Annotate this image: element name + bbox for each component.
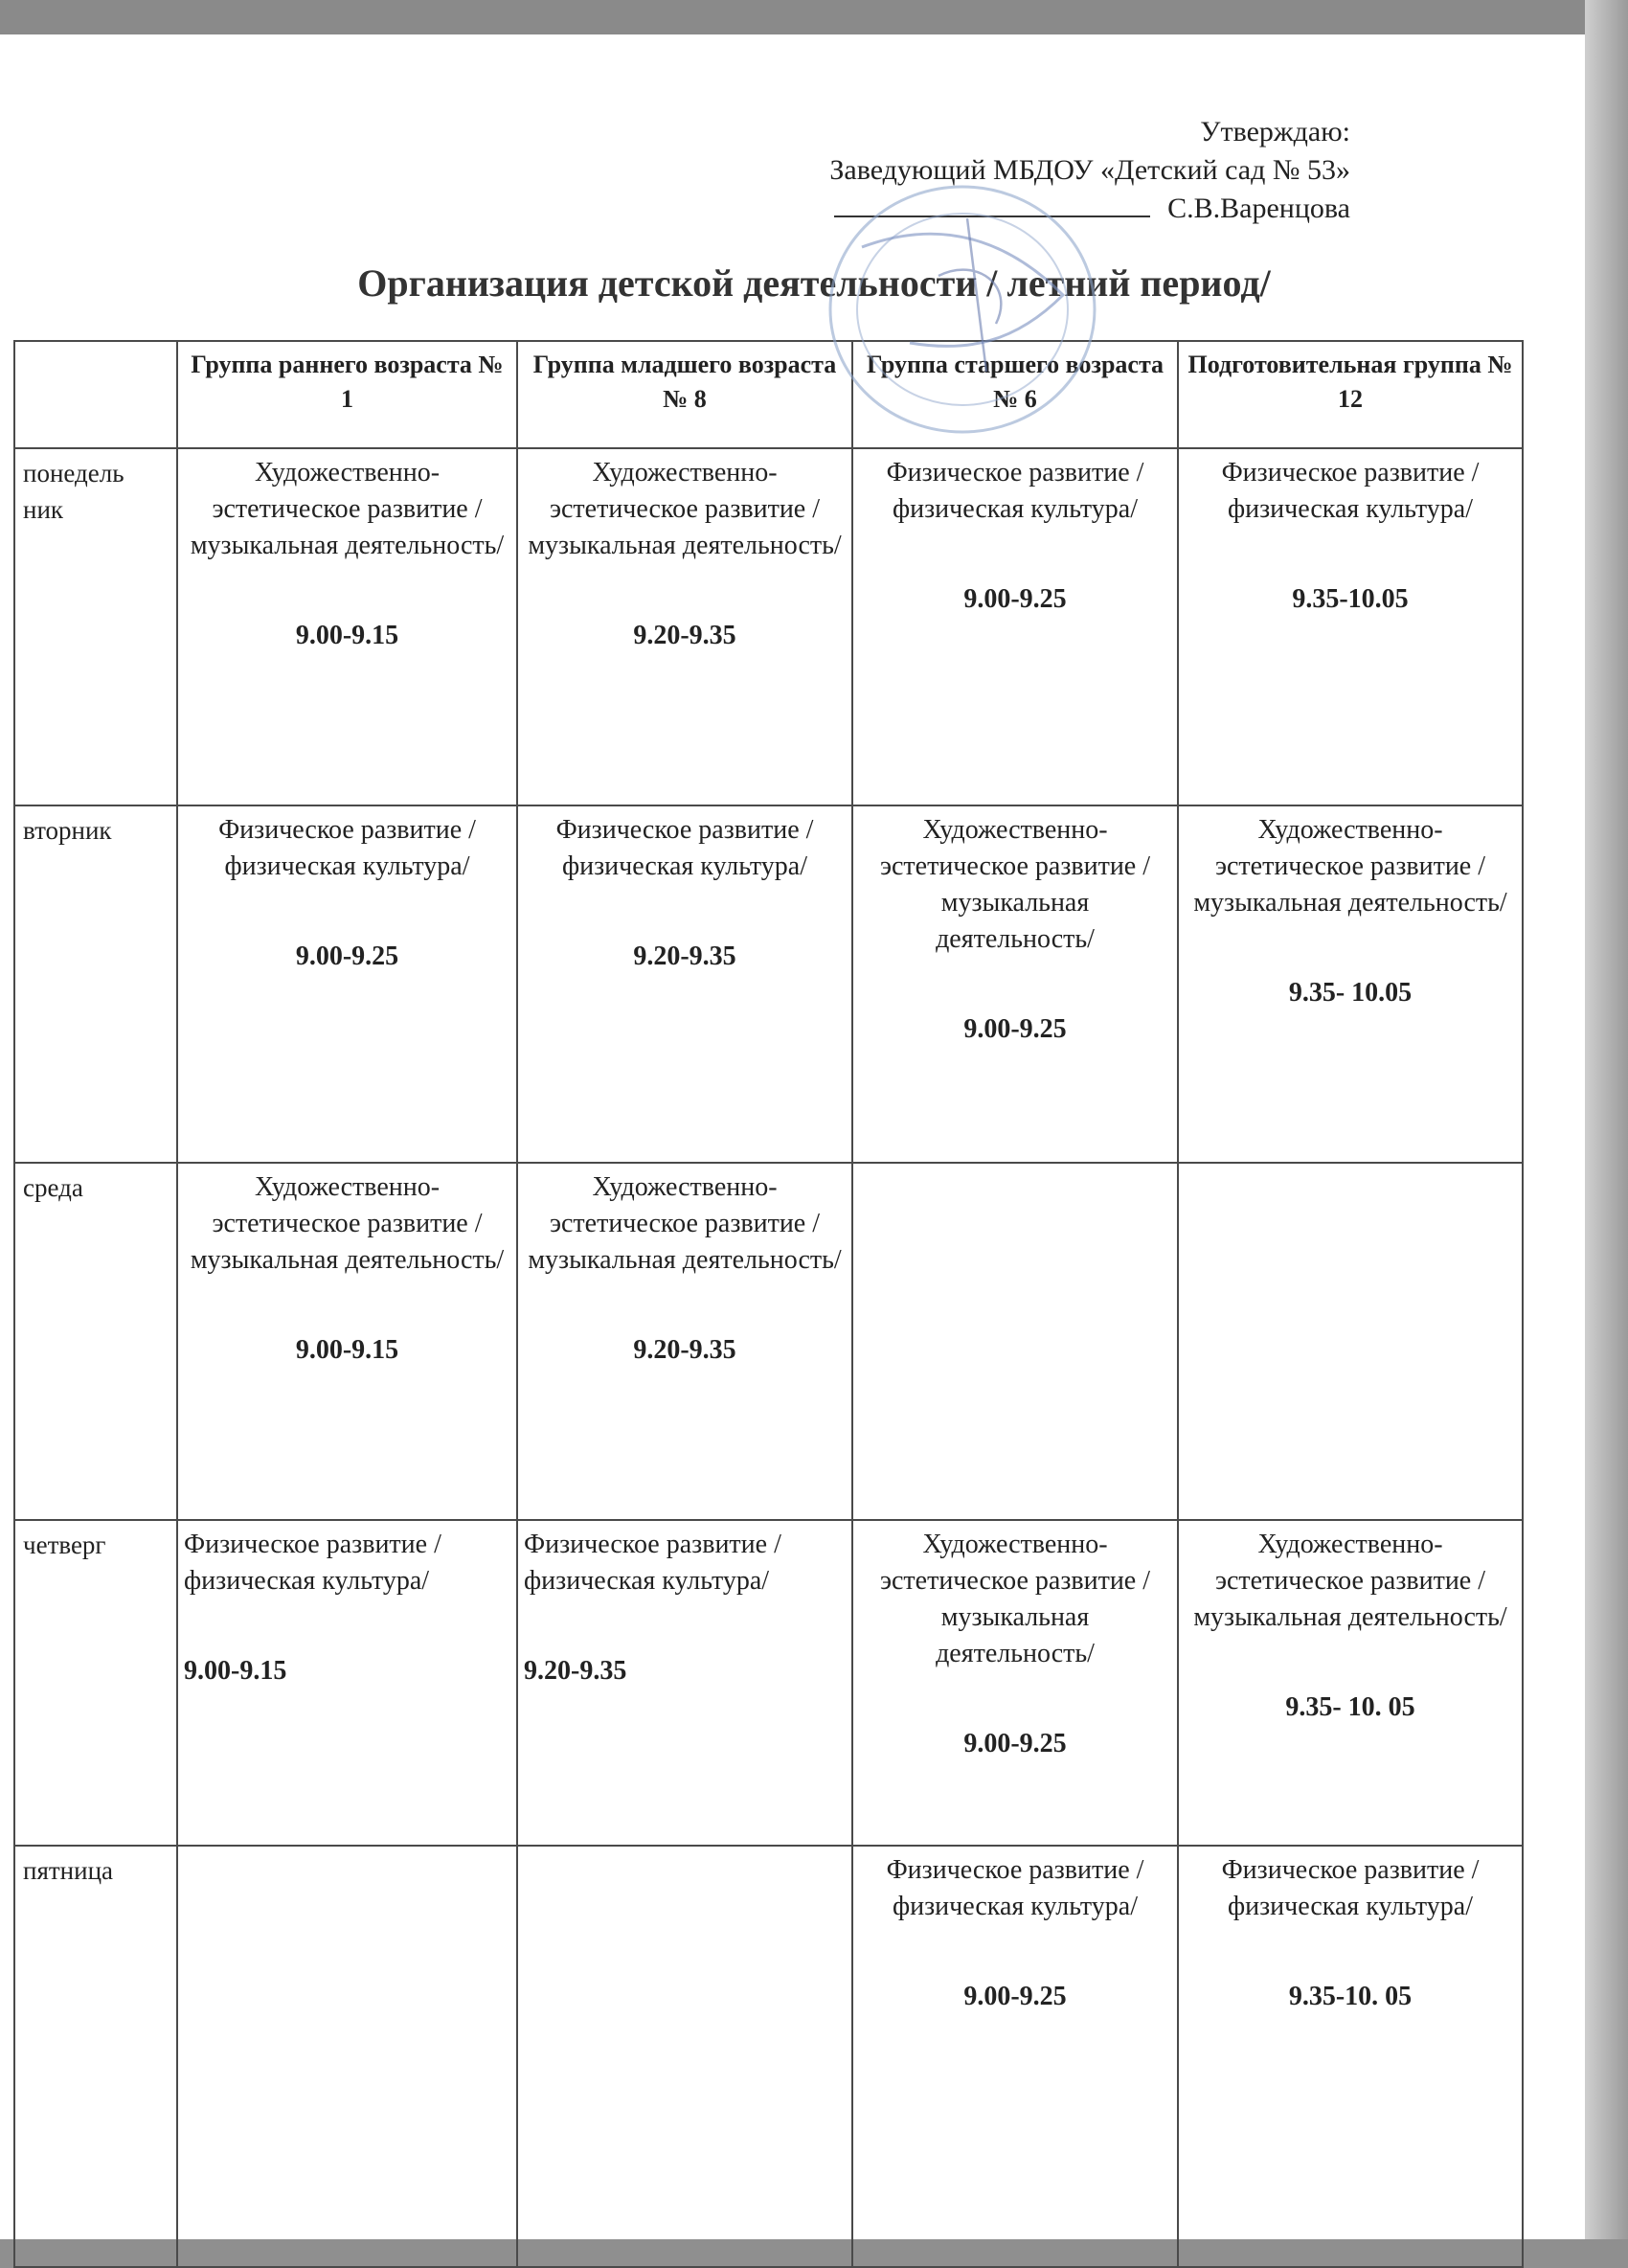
header-group-6: Группа старшего возраста № 6 [852,341,1178,448]
activity-cell [1178,1846,1523,2267]
header-group-1: Группа раннего возраста № 1 [177,341,517,448]
activity-time: 9.20-9.35 [633,621,736,650]
header-group-8: Группа младшего возраста № 8 [517,341,852,448]
activity-time: 9.00-9.25 [963,1729,1067,1758]
activity-cell [517,1846,852,2267]
header-group-12: Подготовительная группа № 12 [1178,341,1523,448]
schedule-table [13,340,1524,2268]
schedule-row [14,448,1523,805]
activity-cell [177,1520,517,1846]
activity-text: Художественно-эстетическое развитие /музыкальная деятельность/ [528,458,842,560]
activity-time: 9.00-9.15 [184,1656,287,1686]
activity-text: Художественно-эстетическое развитие /музыкальная деятельность/ [1193,815,1507,918]
day-cell: понедель ник [14,448,177,805]
approval-block [829,113,1350,228]
activity-cell [852,805,1178,1163]
activity-text: Художественно-эстетическое развитие /музыкальная деятельность/ [190,458,505,560]
day-cell: пятница [14,1846,177,2267]
scan-border-top [0,0,1628,34]
signature-line [834,191,1150,217]
activity-cell [517,805,852,1163]
header-corner [14,341,177,448]
activity-cell [1178,805,1523,1163]
activity-cell [177,805,517,1163]
schedule-row [14,805,1523,1163]
activity-time: 9.35- 10.05 [1288,978,1413,1008]
activity-time: 9.35-10.05 [1292,584,1409,614]
activity-time: 9.00-9.15 [295,1335,399,1365]
activity-cell [852,1163,1178,1520]
activity-time: 9.35- 10. 05 [1285,1692,1415,1722]
activity-cell [1178,1163,1523,1520]
activity-cell [852,1520,1178,1846]
schedule-row [14,1520,1523,1846]
schedule-row [14,1163,1523,1520]
activity-text: Художественно-эстетическое развитие /музыкальная деятельность/ [1193,1530,1507,1632]
day-cell: четверг [14,1520,177,1846]
header-row [14,341,1523,448]
activity-text: Физическое развитие /физическая культура/ [886,1855,1144,1921]
activity-cell [177,1163,517,1520]
activity-text: Физическое развитие /физическая культура/ [524,1530,781,1596]
activity-cell [517,1520,852,1846]
approval-signature-row [829,190,1350,228]
day-cell: вторник [14,805,177,1163]
activity-time: 9.20-9.35 [524,1656,627,1686]
activity-time: 9.20-9.35 [633,941,736,971]
page-title: Организация детской деятельности / летний период/ [357,261,1271,305]
activity-time: 9.20-9.35 [633,1335,736,1365]
activity-time: 9.00-9.25 [963,1014,1067,1044]
approval-heading: Утверждаю: [1200,116,1350,147]
activity-text: Художественно-эстетическое развитие /музыкальная деятельность/ [190,1172,505,1275]
activity-time: 9.00-9.15 [295,621,399,650]
activity-cell [852,448,1178,805]
schedule-row [14,1846,1523,2267]
activity-text: Художественно-эстетическое развитие /музыкальная деятельность/ [879,1530,1151,1668]
activity-text: Художественно-эстетическое развитие /музыкальная деятельность/ [528,1172,842,1275]
activity-cell [517,1163,852,1520]
activity-text: Физическое развитие /физическая культура/ [555,815,814,881]
activity-text: Физическое развитие /физическая культура/ [886,458,1144,524]
activity-cell [852,1846,1178,2267]
activity-text: Физическое развитие /физическая культура/ [1221,1855,1480,1921]
approval-position: Заведующий МБДОУ «Детский сад № 53» [829,154,1350,186]
activity-text: Физическое развитие /физическая культура/ [184,1530,441,1596]
day-cell: среда [14,1163,177,1520]
activity-cell [177,1846,517,2267]
activity-time: 9.00-9.25 [295,941,399,971]
activity-text: Физическое развитие /физическая культура/ [218,815,476,881]
activity-cell [1178,448,1523,805]
activity-time: 9.00-9.25 [963,584,1067,614]
activity-cell [177,448,517,805]
activity-cell [517,448,852,805]
activity-text: Физическое развитие /физическая культура/ [1221,458,1480,524]
activity-text: Художественно-эстетическое развитие /музыкальная деятельность/ [879,815,1151,954]
approval-name: С.В.Варенцова [1167,193,1350,224]
scan-border-right [1585,0,1628,2239]
activity-cell [1178,1520,1523,1846]
activity-time: 9.00-9.25 [963,1982,1067,2011]
activity-time: 9.35-10. 05 [1288,1982,1413,2011]
